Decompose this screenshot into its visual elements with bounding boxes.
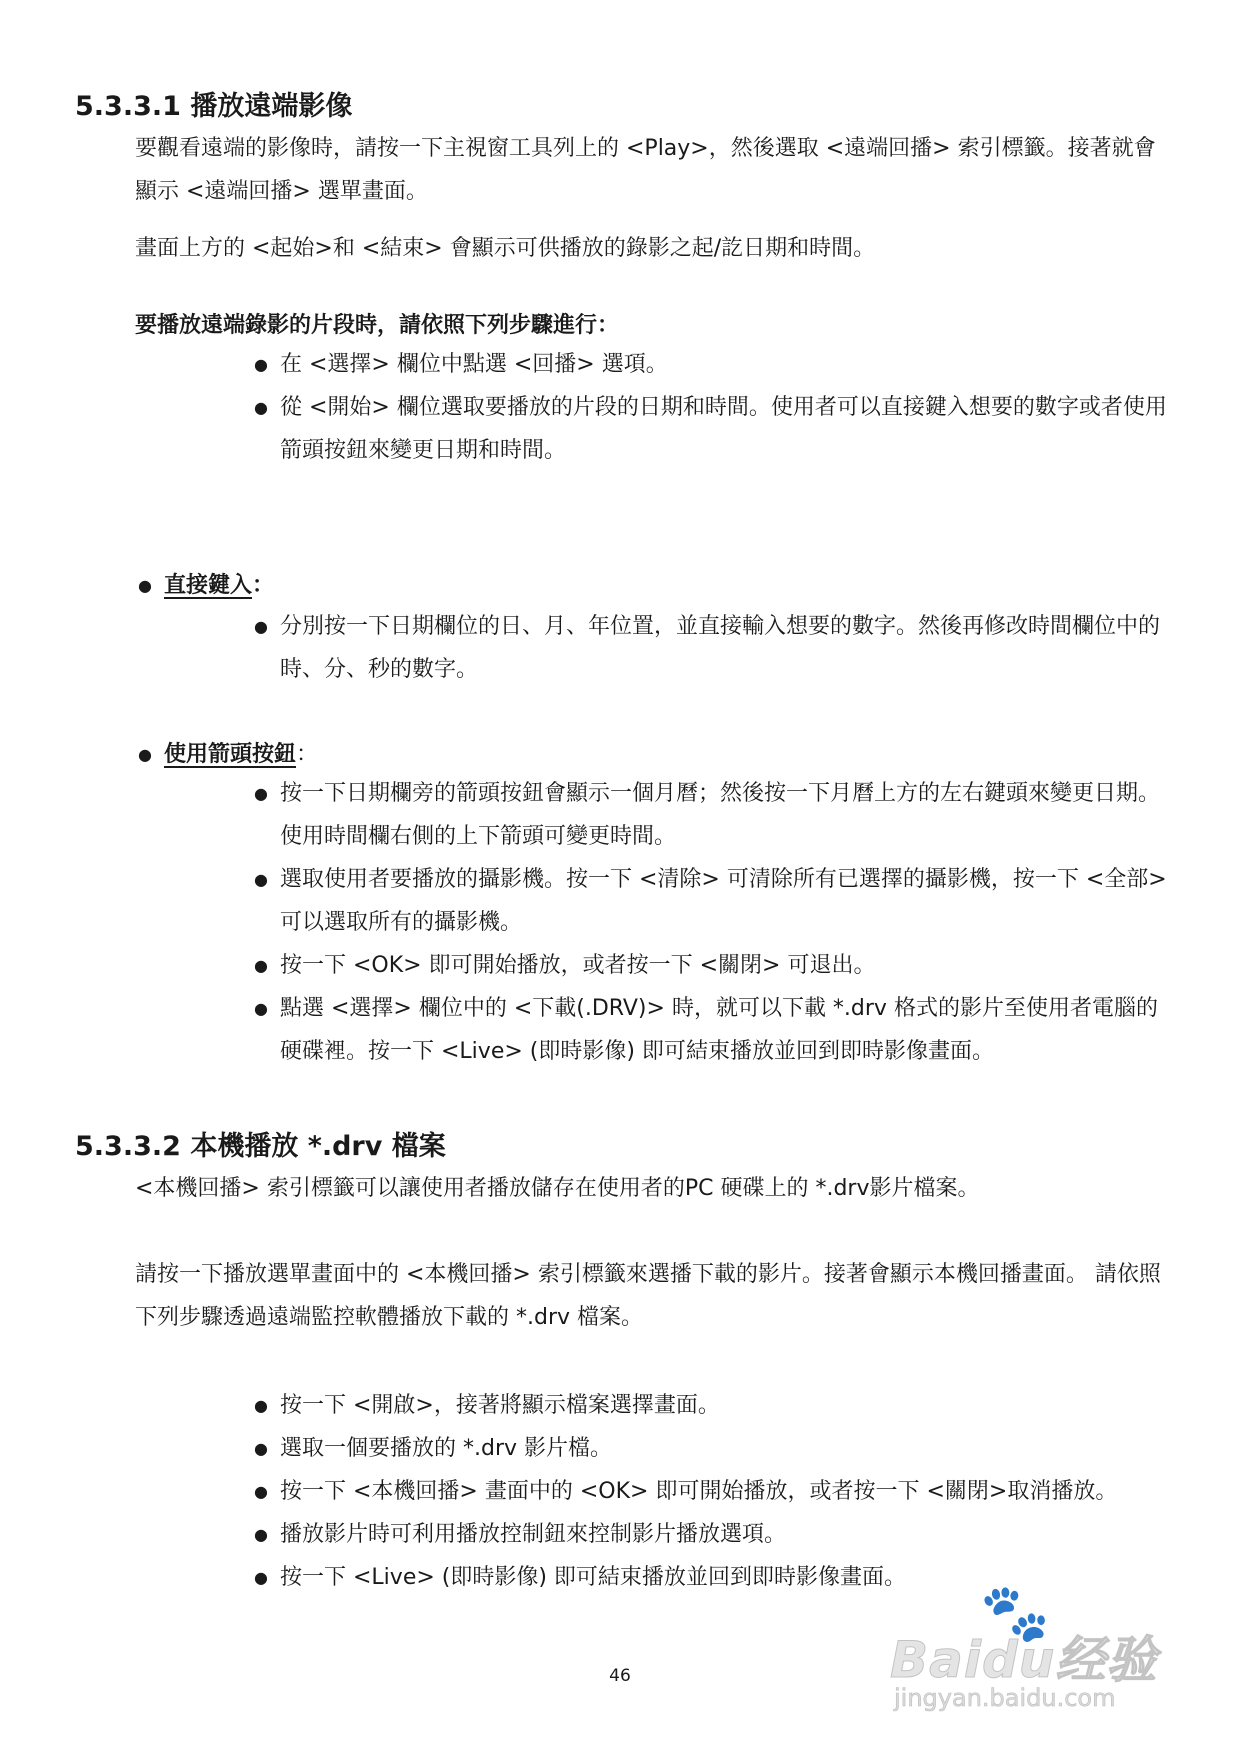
list-item: ● 按一下日期欄旁的箭頭按鈕會顯示一個月曆；然後按一下月曆上方的左右鍵頭來變更日期。使用時間欄右側的上下箭頭可變更時間。 [250, 772, 1170, 858]
bullet-icon: ● [254, 956, 268, 975]
list-item: ● 選取一個要播放的 *.drv 影片檔。 [250, 1427, 1170, 1470]
list-item: ● 從 <開始> 欄位選取要播放的片段的日期和時間。使用者可以直接鍵入想要的數字或者使用箭頭按鈕來變更日期和時間。 [250, 386, 1170, 472]
bullet-icon: ● [254, 1525, 268, 1544]
bullet-icon: ● [254, 784, 268, 803]
paw-icon: 🐾 [980, 1581, 1050, 1646]
bullet-icon: ● [254, 1396, 268, 1415]
local-steps-intro: 請按一下播放選單畫面中的 <本機回播> 索引標籤來選播下載的影片。接著會顯示本機回播畫面。 請依照下列步驟透過遠端監控軟體播放下載的 *.drv 檔案。 [135, 1262, 1161, 1330]
bullet-icon: ● [138, 745, 152, 764]
direct-entry-heading: ● 直接鍵入： [134, 564, 734, 607]
bullet-icon: ● [254, 355, 268, 374]
page-number: 46 [609, 1666, 631, 1686]
bullet-icon: ● [138, 576, 152, 595]
bullet-icon: ● [254, 617, 268, 636]
intro-paragraph: 要觀看遠端的影像時，請按一下主視窗工具列上的 <Play>，然後選取 <遠端回播> 索引標籤。接著就會顯示 <遠端回播> 選單畫面。 [135, 136, 1156, 204]
watermark-logo: Baidu经验 [890, 1631, 1158, 1689]
bullet-icon: ● [254, 1482, 268, 1501]
direct-entry-list [250, 605, 1170, 691]
range-paragraph: 畫面上方的 <起始>和 <結束> 會顯示可供播放的錄影之起/訖日期和時間。 [135, 236, 876, 261]
local-steps-list [250, 1384, 1170, 1599]
baidu-watermark [880, 1580, 1200, 1720]
list-item: ● 點選 <選擇> 欄位中的 <下載(.DRV)> 時，就可以下載 *.drv 格式的影片至使用者電腦的硬碟裡。按一下 <Live> (即時影像) 即可結束播放並回到即時影像畫面。 [250, 987, 1170, 1073]
steps-title: 要播放遠端錄影的片段時，請依照下列步驟進行： [135, 313, 620, 338]
section-heading-5-3-3-2: 5.3.3.2 本機播放 *.drv 檔案 [75, 1131, 446, 1162]
arrow-buttons-list [250, 772, 1170, 1073]
bullet-icon: ● [254, 398, 268, 417]
list-item: ● 播放影片時可利用播放控制鈕來控制影片播放選項。 [250, 1513, 1170, 1556]
bullet-icon: ● [254, 1568, 268, 1587]
section-heading-5-3-3-1: 5.3.3.1 播放遠端影像 [75, 91, 353, 122]
bullet-icon: ● [254, 999, 268, 1018]
list-item: ● 分別按一下日期欄位的日、月、年位置，並直接輸入想要的數字。然後再修改時間欄位中的時、分、秒的數字。 [250, 605, 1170, 691]
bullet-icon: ● [254, 870, 268, 889]
list-item: ● 按一下 <開啟>，接著將顯示檔案選擇畫面。 [250, 1384, 1170, 1427]
list-item: ● 按一下 <本機回播> 畫面中的 <OK> 即可開始播放，或者按一下 <關閉>取消播放。 [250, 1470, 1170, 1513]
bullet-icon: ● [254, 1439, 268, 1458]
arrow-buttons-heading: ● 使用箭頭按鈕： [134, 733, 734, 776]
list-item: ● 選取使用者要播放的攝影機。按一下 <清除> 可清除所有已選擇的攝影機，按一下 <全部> 可以選取所有的攝影機。 [250, 858, 1170, 944]
list-item: ● 按一下 <OK> 即可開始播放，或者按一下 <關閉> 可退出。 [250, 944, 1170, 987]
remote-steps-list [250, 343, 1170, 472]
direct-entry-label: 直接鍵入 [164, 573, 253, 598]
watermark-url: jingyan.baidu.com [894, 1684, 1116, 1712]
list-item: ● 按一下 <Live> (即時影像) 即可結束播放並回到即時影像畫面。 [250, 1556, 1170, 1599]
arrow-buttons-label: 使用箭頭按鈕 [164, 742, 297, 767]
local-playback-paragraph: <本機回播> 索引標籤可以讓使用者播放儲存在使用者的PC 硬碟上的 *.drv影片檔案。 [135, 1176, 980, 1201]
list-item: ● 在 <選擇> 欄位中點選 <回播> 選項。 [250, 343, 1170, 386]
